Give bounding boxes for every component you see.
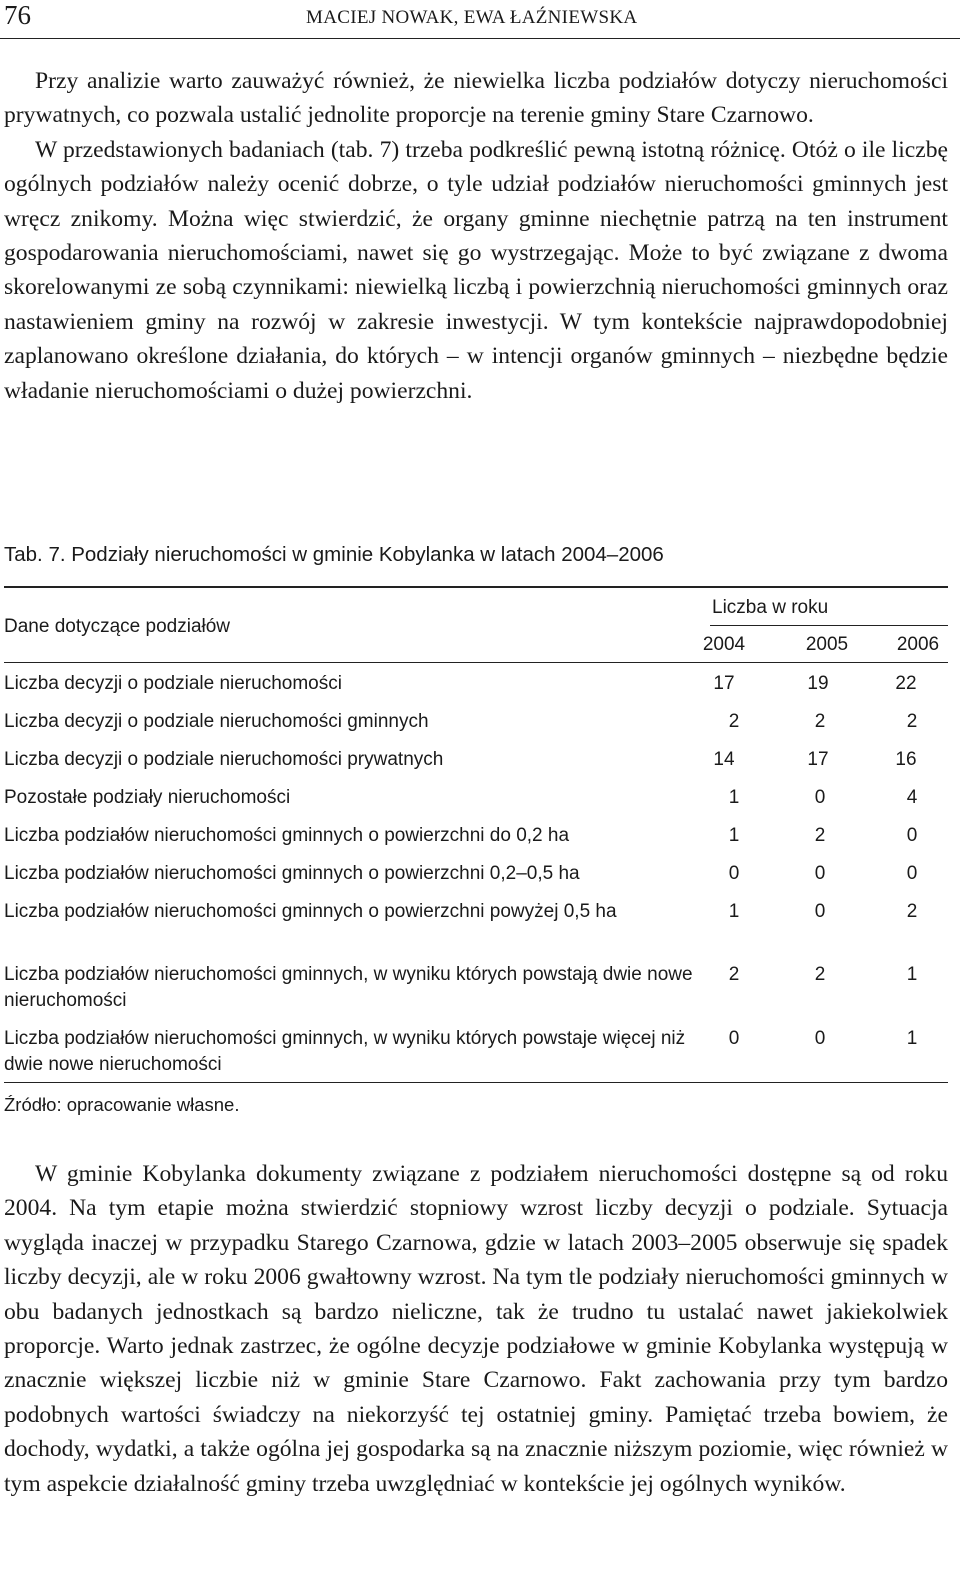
row-label: Liczba podziałów nieruchomości gminnych, w wyniku których powstają dwie nowe nieruchomości	[4, 964, 693, 1011]
table-rule	[4, 662, 948, 663]
cell-value: 2	[814, 964, 826, 985]
column-header-year: 2005	[805, 634, 849, 655]
column-header-year: 2004	[702, 634, 746, 655]
page-number: 76	[4, 0, 31, 30]
paragraph: W gminie Kobylanka dokumenty związane z podziałem nieruchomości dostępne są od roku 2004. Na tym etapie można stwierdzić stopniowy wzrost liczby decyzji o podziale. Sytuacja wygląda inaczej w przypadku Starego Czarnowa, gdzie w latach 2003–2005 obserwuje się spadek liczby decyzji, ale w roku 2006 gwałtowny wzrost. Na tym tle podziały nieruchomości gminnych w obu badanych jednostkach są bardzo nieliczne, tak że trudno tu ustalać nawet jakiekolwiek proporcje. Warto jednak zastrzec, że ogólne decyzje podziałowe w gminie Kobylanka występują w znacznie większej liczbie niż w gminie Stare Czarnowo. Fakt zachowania przy tym bardzo podobnych wartości świadczy na niekorzyść tej ostatniej gminy. Pamiętać trzeba bowiem, że dochody, wydatki, a także ogólna jej gospodarka są na znacznie niższym poziomie, więc również w tym aspekcie działalność gminy trzeba uwzględniać w kontekście jej ogólnych wyników.	[4, 1161, 948, 1497]
cell-value: 1	[728, 787, 740, 808]
cell-value: 1	[728, 825, 740, 846]
row-label: Pozostałe podziały nieruchomości	[4, 787, 291, 808]
row-label: Liczba decyzji o podziale nieruchomości	[4, 673, 342, 694]
cell-value: 16	[895, 749, 917, 770]
row-label: Liczba podziałów nieruchomości gminnych, w wyniku których powstaje więcej niż dwie nowe nieruchomości	[4, 1028, 686, 1075]
column-group-header: Liczba w roku	[712, 597, 829, 618]
body-text-top	[4, 64, 948, 408]
cell-value: 2	[728, 964, 740, 985]
cell-value: 17	[807, 749, 829, 770]
cell-value: 0	[906, 863, 918, 884]
page-header	[0, 0, 960, 39]
cell-value: 14	[713, 749, 735, 770]
cell-value: 0	[814, 787, 826, 808]
cell-value: 2	[728, 711, 740, 732]
cell-value: 17	[713, 673, 735, 694]
cell-value: 0	[814, 1028, 826, 1049]
row-label: Liczba decyzji o podziale nieruchomości gminnych	[4, 711, 429, 732]
cell-value: 0	[728, 1028, 740, 1049]
cell-value: 2	[814, 825, 826, 846]
row-label: Liczba podziałów nieruchomości gminnych o powierzchni powyżej 0,5 ha	[4, 901, 617, 922]
row-label: Liczba podziałów nieruchomości gminnych o powierzchni 0,2–0,5 ha	[4, 863, 580, 884]
cell-value: 1	[728, 901, 740, 922]
cell-value: 19	[807, 673, 829, 694]
column-header-year: 2006	[896, 634, 940, 655]
table-source-note: Źródło: opracowanie własne.	[4, 1094, 240, 1115]
table-caption: Tab. 7. Podziały nieruchomości w gminie Kobylanka w latach 2004–2006	[4, 543, 664, 566]
paragraph: Przy analizie warto zauważyć również, że niewielka liczba podziałów dotyczy nieruchomości prywatnych, co pozwala ustalić jednolite proporcje na terenie gminy Stare Czarnowo.	[4, 68, 948, 129]
cell-value: 2	[906, 711, 918, 732]
cell-value: 2	[906, 901, 918, 922]
running-head: MACIEJ NOWAK, EWA ŁAŹNIEWSKA	[306, 7, 638, 28]
cell-value: 0	[814, 863, 826, 884]
cell-value: 1	[906, 964, 918, 985]
row-label: Liczba podziałów nieruchomości gminnych o powierzchni do 0,2 ha	[4, 825, 570, 846]
body-text-bottom	[4, 1157, 948, 1501]
cell-value: 0	[906, 825, 918, 846]
table-rule	[4, 586, 948, 588]
table-rule	[710, 625, 948, 626]
column-header-description: Dane dotyczące podziałów	[4, 616, 231, 637]
cell-value: 4	[906, 787, 918, 808]
cell-value: 2	[814, 711, 826, 732]
cell-value: 0	[728, 863, 740, 884]
cell-value: 0	[814, 901, 826, 922]
row-label: Liczba decyzji o podziale nieruchomości prywatnych	[4, 749, 444, 770]
table-rule	[4, 1082, 948, 1083]
cell-value: 1	[906, 1028, 918, 1049]
paragraph: W przedstawionych badaniach (tab. 7) trzeba podkreślić pewną istotną różnicę. Otóż o ile liczbę ogólnych podziałów należy ocenić dobrze, o tyle udział podziałów nieruchomości gminnych jest wręcz znikomy. Można więc stwierdzić, że organy gminne niechętnie patrzą na ten instrument gospodarowania nieruchomościami, nawet się go wystrzegając. Może to być związane z dwoma skorelowanymi ze sobą czynnikami: niewielką liczbą i powierzchnią nieruchomości gminnych oraz nastawieniem gminy na rozwój w zakresie inwestycji. W tym kontekście najprawdopodobniej zaplanowano określone działania, do których – w intencji organów gminnych – niezbędne będzie władanie nieruchomościami o dużej powierzchni.	[4, 136, 948, 404]
cell-value: 22	[895, 673, 917, 694]
